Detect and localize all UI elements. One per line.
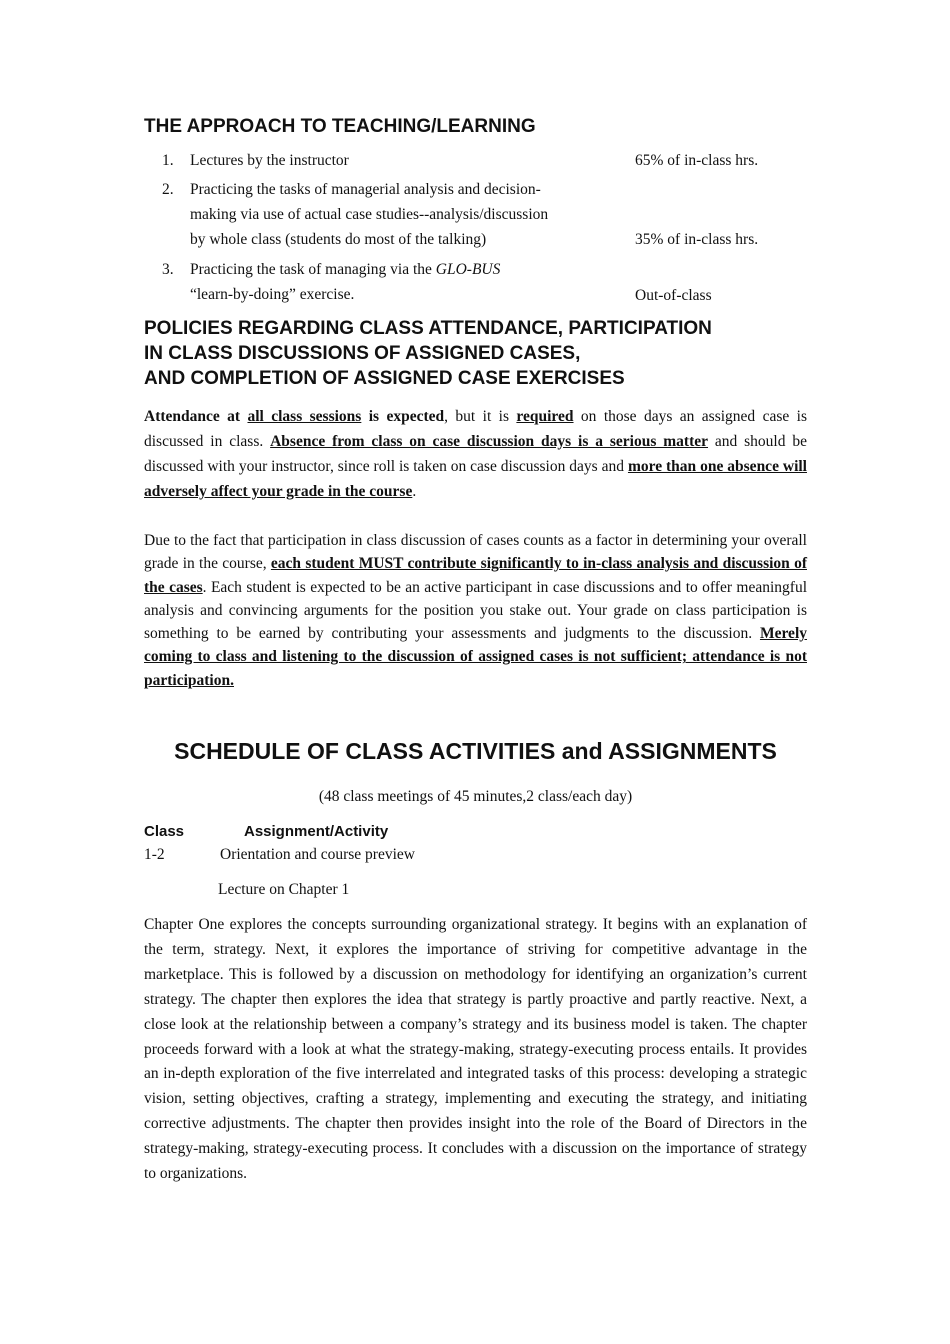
item-text-line: Practicing the tasks of managerial analysis and decision- <box>190 181 541 198</box>
item-number: 2. <box>162 181 174 198</box>
item-number: 3. <box>162 261 174 278</box>
item-text-line: by whole class (students do most of the talking) <box>190 231 487 248</box>
glo-bus-name: GLO-BUS <box>435 261 501 278</box>
schedule-heading: SCHEDULE OF CLASS ACTIVITIES and ASSIGNMENTS <box>174 738 777 764</box>
chapter-one-summary: Chapter One explores the concepts surrounding organizational strategy. It begins with an explanation of the term, strategy. Next, it explores the importance of striving for competitive advantage in the marketplace. This is followed by a discussion on methodology for identifying an organization’s current strategy. The chapter then explores the idea that strategy is partly proactive and partly reactive. Next, a close look at the relationship between a company’s strategy and its business model is taken. The chapter proceeds forward with a look at what the strategy-making, strategy-executing process entails. It provides an in-depth exploration of the five interrelated and integrated tasks of this process: developing a strategic vision, setting objectives, crafting a strategy, implementing and executing the strategy, and initiating corrective adjustments. The chapter then provides insight into the role of the Board of Directors in the strategy-making, strategy-executing process. It concludes with a discussion on the importance of strategy to organizations. <box>144 916 807 1183</box>
item-text-line: “learn-by-doing” exercise. <box>190 286 355 303</box>
item-text-line: Practicing the task of managing via the GLO-BUS <box>190 261 501 278</box>
row-class-number: 1-2 <box>144 846 165 863</box>
item-number: 1. <box>162 152 174 169</box>
attendance-paragraph: Attendance at all class sessions is expected, but it is required on those days an assigned case is discussed in class. Absence from class on case discussion days is a serious matter and should be discussed with your instructor, since roll is taken on case discussion days and more than one absence will adversely affect your grade in the course. <box>144 408 807 500</box>
row-activity: Lecture on Chapter 1 <box>218 881 350 898</box>
participation-paragraph: Due to the fact that participation in class discussion of cases counts as a factor in determining your overall grade in the course, each student MUST contribute significantly to in-class analysis and discussion of the cases. Each student is expected to be an active participant in case discussions and to offer meaningful analysis and convincing arguments for the position you stake out. Your grade on class participation is something to be earned by contributing your assessments and judgments to the discussion. Merely coming to class and listening to the discussion of assigned cases is not sufficient; attendance is not participation. <box>144 532 807 689</box>
item-text-line: making via use of actual case studies--analysis/discussion <box>190 206 549 223</box>
column-header-activity: Assignment/Activity <box>244 823 389 840</box>
row-activity: Orientation and course preview <box>220 846 415 863</box>
policies-heading: POLICIES REGARDING CLASS ATTENDANCE, PARTICIPATION IN CLASS DISCUSSIONS OF ASSIGNED CASES, AND COMPLETION OF ASSIGNED CASE EXERCISES <box>144 318 712 389</box>
item-share: 35% of in-class hrs. <box>635 231 759 248</box>
item-text <box>190 257 610 307</box>
item-text: Lectures by the instructor <box>190 152 349 169</box>
column-header-class: Class <box>144 823 185 840</box>
approach-heading: THE APPROACH TO TEACHING/LEARNING <box>144 116 536 137</box>
item-share: Out-of-class <box>635 287 712 304</box>
item-share: 65% of in-class hrs. <box>635 152 759 169</box>
schedule-subheading: (48 class meetings of 45 minutes,2 class/each day) <box>318 788 633 805</box>
item-text <box>190 177 610 252</box>
